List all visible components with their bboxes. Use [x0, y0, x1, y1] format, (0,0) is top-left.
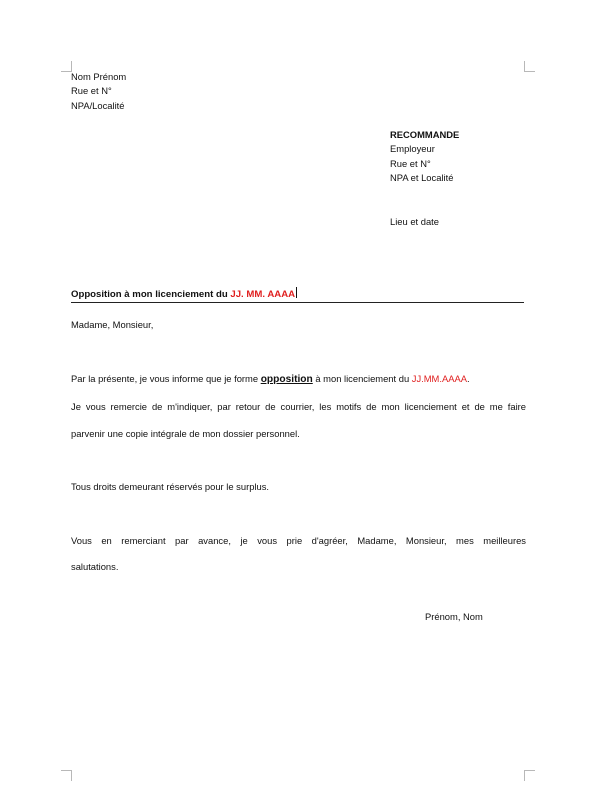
closing-line-1: Vous en remerciant par avance, je vous prie d'agréer, Madame, Monsieur, mes meilleures	[71, 535, 526, 546]
paragraph-request-line-1: Je vous remercie de m'indiquer, par retour de courrier, les motifs de mon licenciement et de me faire	[71, 401, 526, 412]
recipient-locality: NPA et Localité	[390, 172, 454, 183]
recipient-street: Rue et N°	[390, 158, 431, 169]
subject-prefix: Opposition à mon licenciement du	[71, 289, 231, 300]
letter-subject[interactable]	[71, 287, 524, 303]
recipient-name: Employeur	[390, 143, 435, 154]
paragraph-opposition	[71, 372, 470, 387]
registered-mail-label: RECOMMANDE	[390, 129, 460, 140]
closing-line-2: salutations.	[71, 561, 119, 572]
subject-date-placeholder: JJ. MM. AAAA	[230, 289, 296, 300]
page-corner-bottom-left	[61, 770, 72, 781]
sender-locality: NPA/Localité	[71, 100, 125, 111]
paragraph-rights-reserved: Tous droits demeurant réservés pour le surplus.	[71, 481, 270, 492]
salutation: Madame, Monsieur,	[71, 319, 154, 330]
opposition-keyword: opposition	[260, 374, 313, 385]
paragraph-opposition-end: .	[466, 373, 470, 384]
sender-name: Nom Prénom	[71, 71, 127, 82]
paragraph-opposition-middle: à mon licenciement du	[312, 373, 412, 384]
place-and-date: Lieu et date	[390, 216, 439, 227]
paragraph-opposition-start: Par la présente, je vous informe que je forme	[71, 373, 261, 384]
sender-street: Rue et N°	[71, 85, 112, 96]
dismissal-date-placeholder: JJ.MM.AAAA	[411, 373, 467, 384]
page-corner-top-right	[524, 61, 535, 72]
page-corner-bottom-right	[524, 770, 535, 781]
text-cursor	[296, 287, 297, 298]
paragraph-request-line-2: parvenir une copie intégrale de mon dossier personnel.	[71, 428, 300, 439]
signature: Prénom, Nom	[425, 611, 483, 622]
